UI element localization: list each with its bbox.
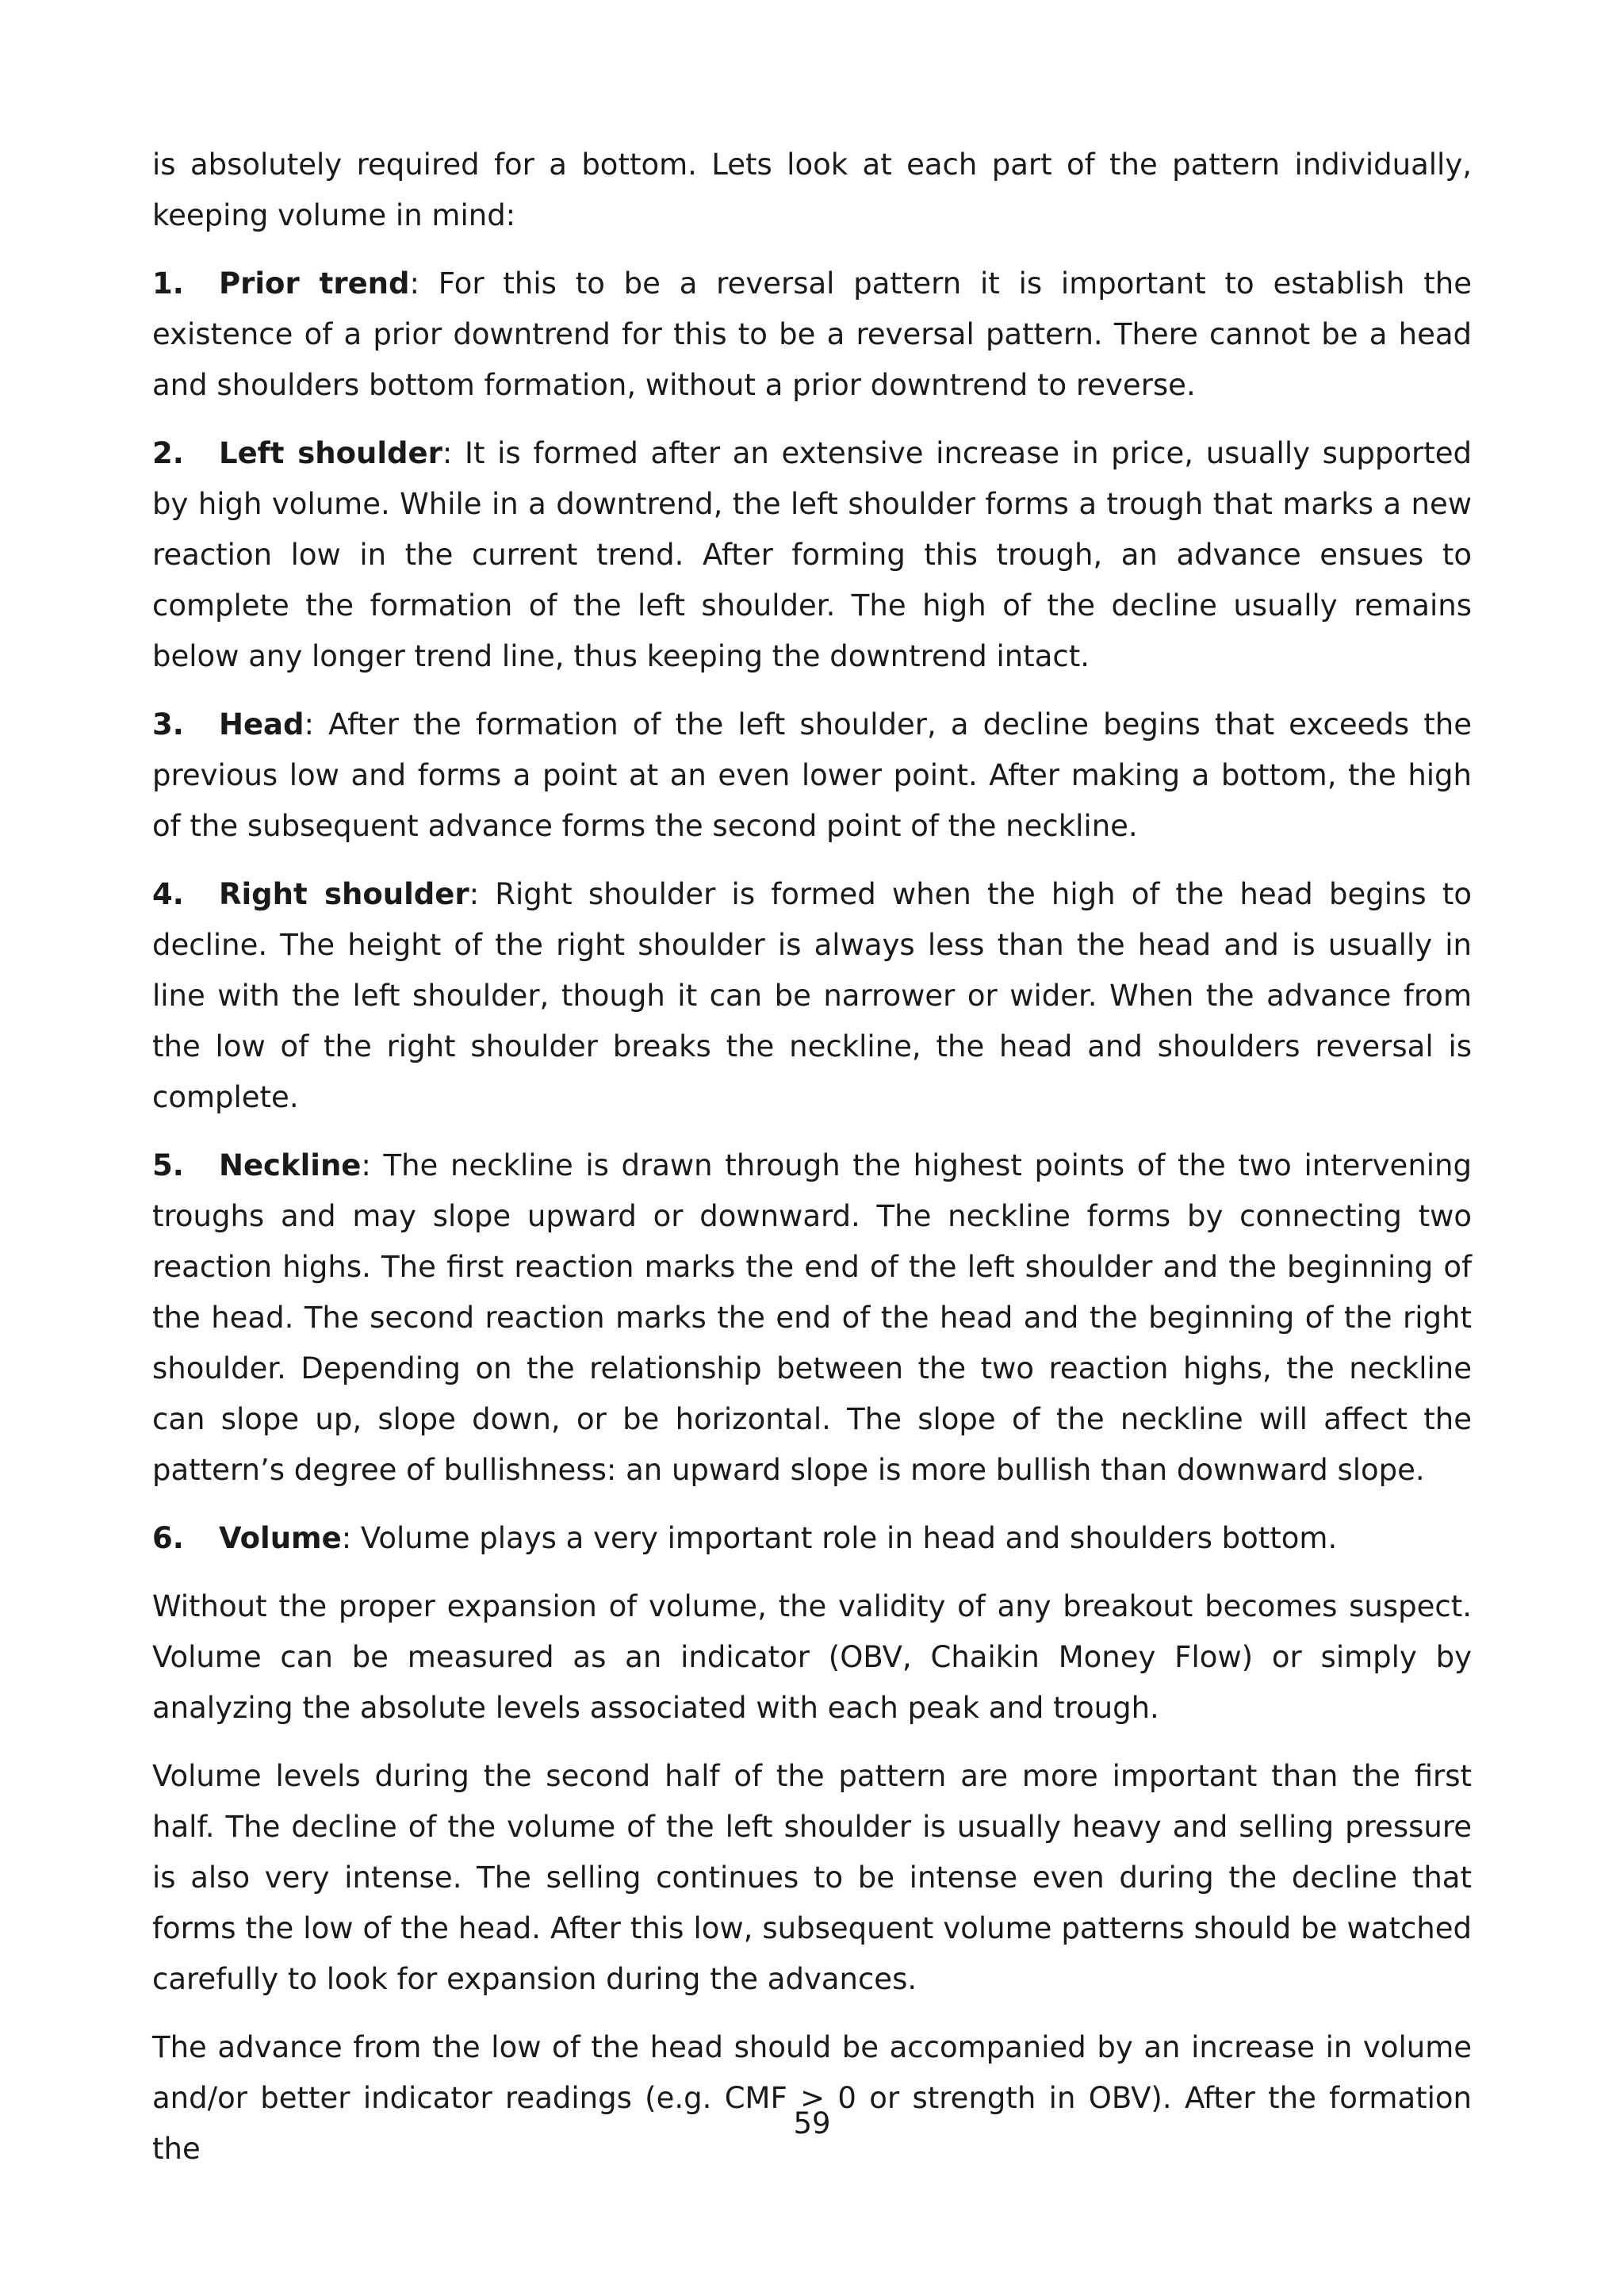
list-item-number: 6. — [152, 1521, 184, 1555]
body-paragraph: The advance from the low of the head should be accompanied by an increase in volume and/or better indicator readings (e.g. CMF > 0 or strength in OBV). After the formation the — [152, 2030, 1472, 2166]
list-item-text: : After the formation of the left shoulder, a decline begins that exceeds the previous low and forms a point at an even lower point. After making a bottom, the high of the subsequent advance forms the second point of the neckline. — [152, 707, 1472, 843]
list-item-number: 3. — [152, 707, 184, 742]
list-item-number: 4. — [152, 877, 184, 911]
list-item-term: Volume — [219, 1521, 342, 1555]
list-item-head — [152, 699, 1472, 852]
list-item-text: : The neckline is drawn through the highest points of the two intervening troughs and may slope upward or downward. The neckline forms by connecting two reaction highs. The first reaction marks the end of the left shoulder and the beginning of the head. The second reaction marks the end of the head and the beginning of the right shoulder. Depending on the relationship between the two reaction highs, the neckline can slope up, slope down, or be horizontal. The slope of the neckline will affect the pattern’s degree of bullishness: an upward slope is more bullish than downward slope. — [152, 1148, 1472, 1487]
list-item-term: Neckline — [219, 1148, 362, 1182]
list-item-prior-trend — [152, 259, 1472, 411]
list-item-term: Left shoulder — [219, 436, 442, 470]
body-paragraph: Without the proper expansion of volume, the validity of any breakout becomes suspect. Volume can be measured as an indicator (OBV, Chaikin Money Flow) or simply by analyzing the absolute levels associated with each peak and trough. — [152, 1589, 1472, 1725]
list-item-text: : It is formed after an extensive increase in price, usually supported by high volume. While in a downtrend, the left shoulder forms a trough that marks a new reaction low in the current trend. After forming this trough, an advance ensues to complete the formation of the left shoulder. The high of the decline usually remains below any longer trend line, thus keeping the downtrend intact. — [152, 436, 1472, 673]
numbered-list — [152, 259, 1472, 1564]
list-item-number: 5. — [152, 1148, 184, 1182]
list-item-left-shoulder — [152, 428, 1472, 682]
list-item-term: Prior trend — [219, 266, 410, 301]
page-content — [152, 140, 1472, 2192]
list-item-neckline — [152, 1140, 1472, 1496]
list-item-text: : Volume plays a very important role in head and shoulders bottom. — [341, 1521, 1338, 1555]
list-item-number: 2. — [152, 436, 184, 470]
list-item-term: Right shoulder — [219, 877, 469, 911]
list-item-text: : For this to be a reversal pattern it is important to establish the existence of a prior downtrend for this to be a reversal pattern. There cannot be a head and shoulders bottom formation, without a prior downtrend to reverse. — [152, 266, 1472, 402]
list-item-right-shoulder — [152, 869, 1472, 1123]
list-item-number: 1. — [152, 266, 184, 301]
intro-paragraph: is absolutely required for a bottom. Lets look at each part of the pattern individually, keeping volume in mind: — [152, 148, 1472, 232]
body-paragraph: Volume levels during the second half of the pattern are more important than the first half. The decline of the volume of the left shoulder is usually heavy and selling pressure is also very intense. The selling continues to be intense even during the decline that forms the low of the head. After this low, subsequent volume patterns should be watched carefully to look for expansion during the advances. — [152, 1759, 1472, 1996]
list-item-text: : Right shoulder is formed when the high of the head begins to decline. The height of the right shoulder is always less than the head and is usually in line with the left shoulder, though it can be narrower or wider. When the advance from the low of the right shoulder breaks the neckline, the head and shoulders reversal is complete. — [152, 877, 1473, 1114]
list-item-term: Head — [219, 707, 304, 742]
page-number: 59 — [793, 2106, 831, 2140]
list-item-volume — [152, 1513, 1472, 1564]
